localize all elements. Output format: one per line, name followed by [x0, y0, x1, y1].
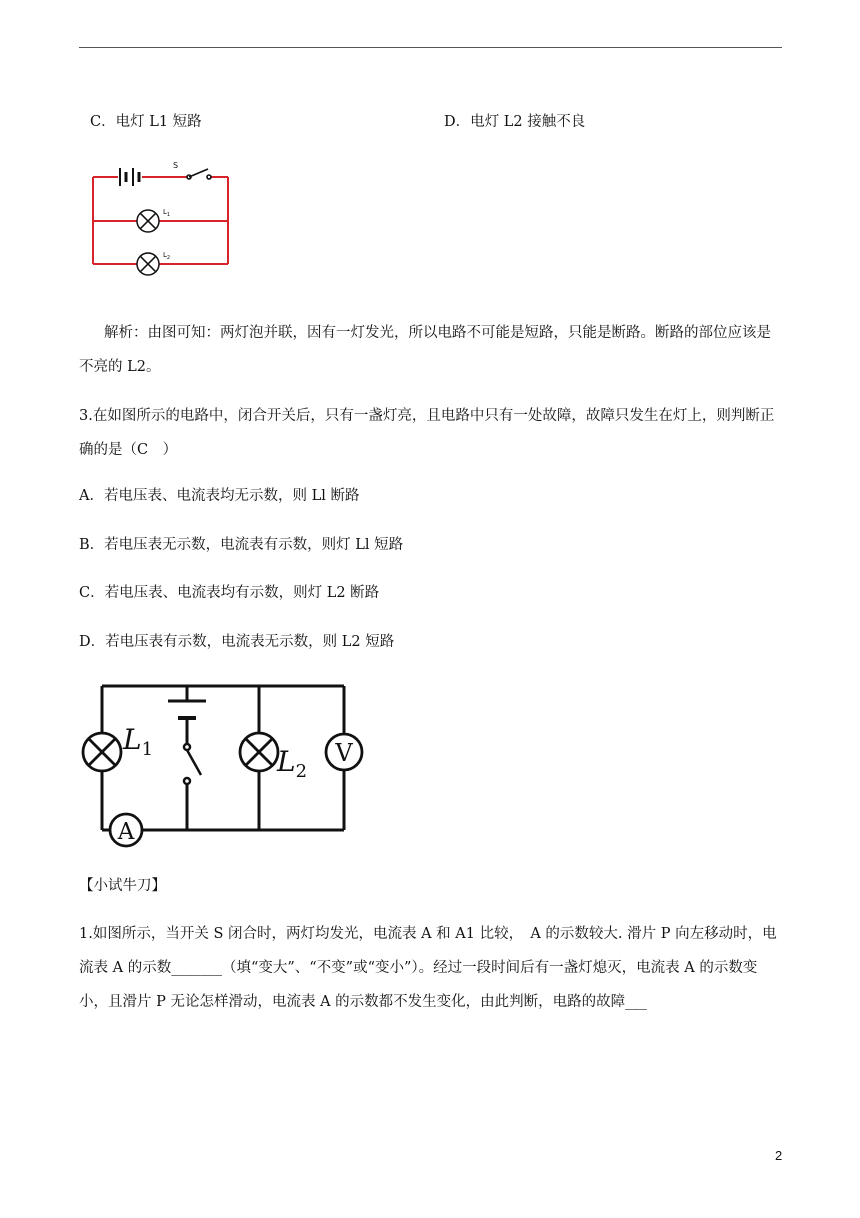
circuit-diagram-1: [88, 158, 238, 270]
switch-label: S: [173, 161, 179, 170]
svg-text:V: V: [335, 739, 353, 767]
battery-icon: [120, 168, 139, 186]
question-3-option-a: A．若电压表、电流表均无示数，则 Ll 断路: [79, 488, 360, 504]
option-c-prev: C．电灯 L1 短路: [90, 114, 202, 130]
svg-text:A: A: [117, 819, 135, 845]
question-3-option-d: D．若电压表有示数，电流表无示数，则 L2 短路: [79, 634, 395, 650]
lamp-l1-icon: [83, 733, 121, 771]
lamp-l1-label: $L_1$: [123, 723, 154, 760]
analysis-paragraph: 解析：由图可知：两灯泡并联，因有一灯发光，所以电路不可能是短路，只能是断路。断路的部位应该是不亮的 L2。: [79, 325, 771, 375]
option-d-prev: D．电灯 L2 接触不良: [444, 114, 586, 130]
practice-question-1: 1.如图所示，当开关 S 闭合时，两灯均发光，电流表 A 和 A1 比较， A 的示数较大. 滑片 P 向左移动时，电流表 A 的示数_______（填“变大”、“不变”或“变小”）。经过一段时间后有一盏灯熄灭，电流表 A 的示数变小，且滑片 P 无论怎样滑动，电流表 A 的示数都不发生变化，由此判断，电路的故障___: [79, 926, 777, 1010]
question-3-stem: 3.在如图所示的电路中，闭合开关后，只有一盏灯亮，且电路中只有一处故障，故障只发生在灯上，则判断正确的是（C ）: [79, 408, 775, 458]
lamp-l2-icon: [137, 253, 159, 275]
page-number: 2: [775, 1148, 783, 1163]
switch-icon: [184, 744, 201, 784]
lamp-l1-label: $L_1$: [163, 208, 171, 218]
voltmeter-icon: [326, 734, 362, 770]
lamp-l2-label: $L_2$: [277, 745, 308, 782]
lamp-l1-icon: [137, 210, 159, 232]
switch-icon: [187, 169, 211, 179]
question-3-option-b: B．若电压表无示数，电流表有示数，则灯 Ll 短路: [79, 537, 404, 553]
section-title: 【小试牛刀】: [79, 878, 166, 894]
circuit-diagram-2: [78, 680, 368, 855]
lamp-l2-label: $L_2$: [163, 251, 171, 261]
lamp-l2-icon: [240, 733, 278, 771]
header-rule: [79, 47, 782, 48]
question-3-option-c: C．若电压表、电流表均有示数，则灯 L2 断路: [79, 585, 380, 601]
ammeter-icon: [110, 814, 142, 846]
battery-icon: [168, 701, 206, 718]
